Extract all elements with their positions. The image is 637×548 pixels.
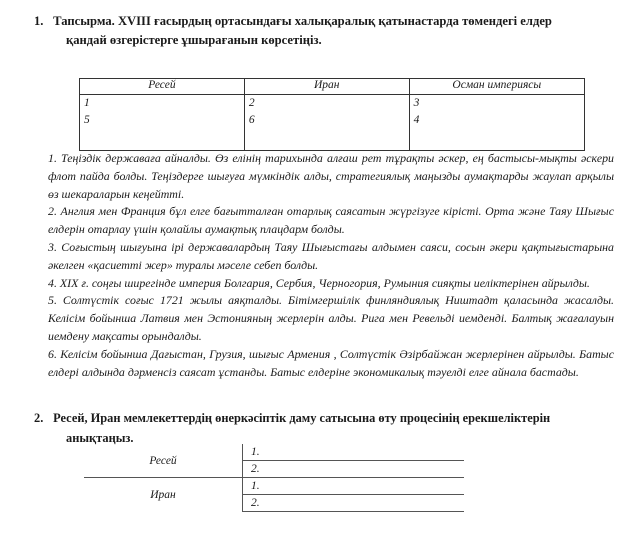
answer-field[interactable]: 1. <box>243 444 465 461</box>
list-item: 2. Англия мен Франция бұл елге бағытталған отарлық саясатын жүргізуге кірісті. Орта және Таяу Шығыс елдерін отарлау үшін қолайлы аумақтық плацдарм болды. <box>48 204 614 237</box>
task2-table <box>84 444 464 512</box>
task1-title-line1: Тапсырма. XVIII ғасырдың ортасындағы халықаралық қатынастарда төмендегі елдер <box>53 14 552 28</box>
header-russia: Ресей <box>80 79 245 95</box>
cell-ottoman[interactable] <box>409 95 584 151</box>
list-item: 5. Солтүстік соғыс 1721 жылы аяқталды. Бітімгершілік финляндиялық Ништадт қаласында жасалды. Келісім бойынша Латвия мен Эстонияның жерлерін алды. Рига мен Ревельді иемденді. Балтық жағалауын иемдену мақсаты орындалды. <box>48 293 614 343</box>
task2-title-line2: анықтаңыз. <box>66 431 134 445</box>
cell-value: 3 <box>413 97 420 109</box>
cell-value: 2 <box>248 97 255 109</box>
answer-field[interactable]: 2. <box>243 461 465 478</box>
cell-value: 4 <box>413 114 420 126</box>
cell-value: 6 <box>248 114 255 126</box>
cell-value: 5 <box>84 114 90 126</box>
task1-title-line2: қандай өзгерістерге ұшырағанын көрсетіңіз. <box>66 33 322 47</box>
task1-items <box>48 150 614 381</box>
list-item: 1. Теңіздік державаға айналды. Өз елінің тарихында алғаш рет тұрақты әскер, ең бастысы-мықты әскери флот пайда болды. Теңіздерге шығуға мүмкіндік алды, стратегиялық маңызды аумақтарды жаулап арқылы өз шекараларын кеңейтті. <box>48 151 614 201</box>
answer-field[interactable]: 2. <box>243 495 465 512</box>
cell-russia[interactable] <box>80 95 245 151</box>
table-row <box>84 444 464 461</box>
cell-value: 1 <box>84 97 90 109</box>
list-item: 4. XIX ғ. соңғы ширегінде империя Болгария, Сербия, Черногория, Румыния сияқты иеліктерінен айрылды. <box>48 275 590 290</box>
cell-iran[interactable] <box>244 95 409 151</box>
country-iran: Иран <box>84 478 243 512</box>
task1-table <box>79 78 585 151</box>
table-row <box>84 478 464 495</box>
task2-number: 2. <box>34 411 44 425</box>
header-iran: Иран <box>244 79 409 95</box>
task2-title <box>34 408 614 448</box>
task2-title-line1: Ресей, Иран мемлекеттердің өнеркәсіптік даму сатысына өту процесінің ерекшеліктерін <box>53 411 551 425</box>
answer-field[interactable]: 1. <box>243 478 465 495</box>
list-item: 6. Келісім бойынша Дағыстан, Грузия, шығыс Армения , Солтүстік Әзірбайжан жерлерінен айрылды. Батыс елдері алдында дәрменсіз саясат ұстанды. Батыс елдеріне экономикалық тәуелді елге айнала бастады. <box>48 346 614 379</box>
task1-title <box>34 12 614 50</box>
list-item: 3. Соғыстың шығуына ірі державалардың Таяу Шығыстағы алдымен саяси, сосын әкери қақтығыстарына әкелген «қасиетті жер» туралы мәселе себеп болды. <box>48 239 614 272</box>
header-ottoman: Осман империясы <box>409 79 584 95</box>
task1-number: 1. <box>34 14 44 28</box>
task1-table-row <box>80 95 585 151</box>
country-russia: Ресей <box>84 444 243 478</box>
task1-table-header-row <box>80 79 585 95</box>
